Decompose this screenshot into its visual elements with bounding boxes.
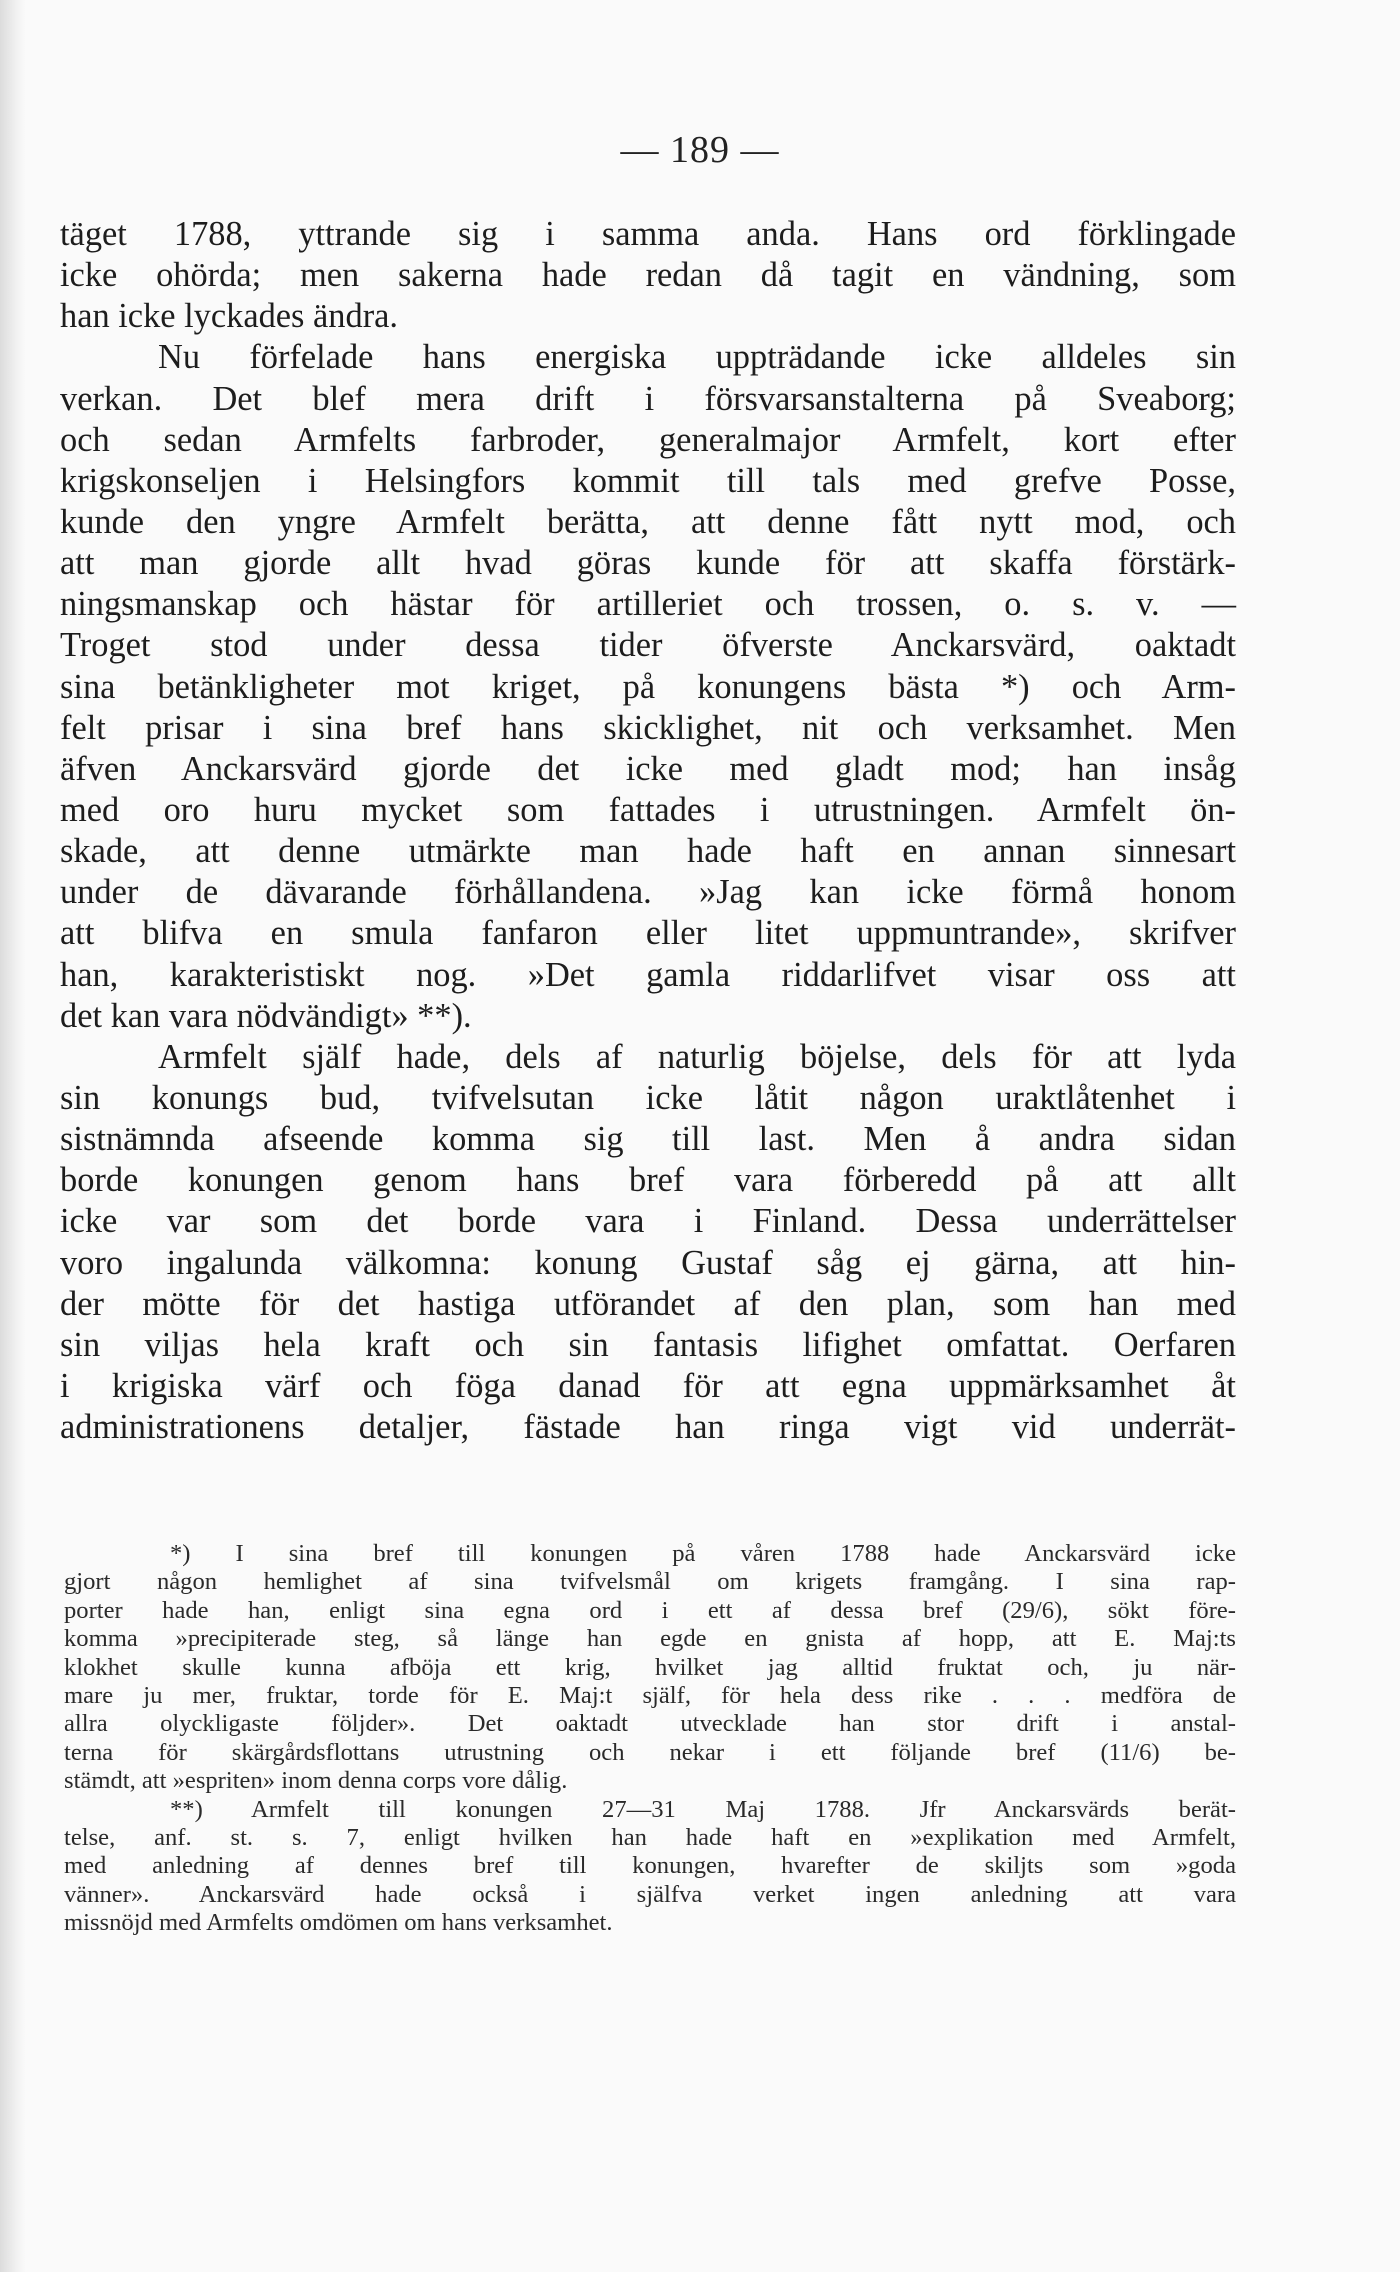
footnote-line: mare ju mer, fruktar, torde för E. Maj:t själf, för hela dess rike . . . medföra de <box>64 1681 1236 1709</box>
page-edge-shadow <box>0 0 26 2272</box>
body-line: skade, att denne utmärkte man hade haft en annan sinnesart <box>60 832 1236 871</box>
footnote-line: porter hade han, enligt sina egna ord i ett af dessa bref (29/6), sökt före- <box>64 1596 1236 1624</box>
body-line: Troget stod under dessa tider öfverste Anckarsvärd, oaktadt <box>60 626 1236 665</box>
body-line: voro ingalunda välkomna: konung Gustaf såg ej gärna, att hin- <box>60 1243 1236 1282</box>
body-line: sin viljas hela kraft och sin fantasis lifighet omfattat. Oerfaren <box>60 1325 1236 1364</box>
body-line: administrationens detaljer, fästade han ringa vigt vid underrät- <box>60 1408 1236 1447</box>
body-line: han icke lyckades ändra. <box>60 297 399 336</box>
body-line: icke ohörda; men sakerna hade redan då tagit en vändning, som <box>60 256 1236 295</box>
body-line: och sedan Armfelts farbroder, generalmajor Armfelt, kort efter <box>60 420 1236 459</box>
body-line: han, karakteristiskt nog. »Det gamla riddarlifvet visar oss att <box>60 955 1236 994</box>
body-line: sistnämnda afseende komma sig till last. Men å andra sidan <box>60 1120 1236 1159</box>
footnote-line: terna för skärgårdsflottans utrustning och nekar i ett följande bref (11/6) be- <box>64 1738 1236 1766</box>
body-line: att blifva en smula fanfaron eller litet uppmuntrande», skrifver <box>60 914 1236 953</box>
footnote-line: klokhet skulle kunna afböja ett krig, hvilket jag alltid fruktat och, ju när- <box>64 1653 1236 1681</box>
body-line: kunde den yngre Armfelt berätta, att denne fått nytt mod, och <box>60 502 1236 541</box>
body-line: det kan vara nödvändigt» **). <box>60 996 472 1035</box>
page-number: — 189 — <box>620 129 780 171</box>
footnote-line: vänner». Anckarsvärd hade också i själfva verket ingen anledning att vara <box>64 1880 1236 1908</box>
footnote-line: komma »precipiterade steg, så länge han egde en gnista af hopp, att E. Maj:ts <box>64 1625 1236 1653</box>
footnote-line: gjort någon hemlighet af sina tvifvelsmål om krigets framgång. I sina rap- <box>64 1568 1236 1596</box>
paragraph-start-line: Nu förfelade hans energiska uppträdande icke alldeles sin <box>158 338 1236 377</box>
body-line: täget 1788, yttrande sig i samma anda. Hans ord förklingade <box>60 215 1236 253</box>
body-line: verkan. Det blef mera drift i försvarsanstalterna på Sveaborg; <box>60 379 1236 418</box>
body-line: med oro huru mycket som fattades i utrustningen. Armfelt ön- <box>60 790 1236 829</box>
body-line: att man gjorde allt hvad göras kunde för att skaffa förstärk- <box>60 544 1236 583</box>
footnote-line: missnöjd med Armfelts omdömen om hans verksamhet. <box>64 1909 613 1937</box>
body-line: sin konungs bud, tvifvelsutan icke låtit någon uraktlåtenhet i <box>60 1078 1236 1117</box>
body-line: i krigiska värf och föga danad för att egna uppmärksamhet åt <box>60 1366 1236 1405</box>
footnotes <box>64 1540 1236 1937</box>
paragraph-start-line: Armfelt själf hade, dels af naturlig böjelse, dels för att lyda <box>158 1037 1236 1076</box>
body-line: der mötte för det hastiga utförandet af den plan, som han med <box>60 1284 1236 1323</box>
body-text <box>60 214 1236 1448</box>
body-line: felt prisar i sina bref hans skicklighet, nit och verksamhet. Men <box>60 708 1236 747</box>
footnote-line: allra olyckligaste följder». Det oaktadt utvecklade han stor drift i anstal- <box>64 1710 1236 1738</box>
footnote-1-start: *) I sina bref till konungen på våren 1788 hade Anckarsvärd icke <box>170 1540 1236 1567</box>
footnote-2-start: **) Armfelt till konungen 27—31 Maj 1788. Jfr Anckarsvärds berät- <box>170 1795 1236 1823</box>
body-line: krigskonseljen i Helsingfors kommit till tals med grefve Posse, <box>60 461 1236 500</box>
body-line: borde konungen genom hans bref vara förberedd på att allt <box>60 1161 1236 1200</box>
body-line: under de dävarande förhållandena. »Jag kan icke förmå honom <box>60 873 1236 912</box>
body-line: icke var som det borde vara i Finland. Dessa underrättelser <box>60 1202 1236 1241</box>
footnote-line: stämdt, att »espriten» inom denna corps vore dålig. <box>64 1767 568 1795</box>
body-line: ningsmanskap och hästar för artilleriet och trossen, o. s. v. — <box>60 585 1236 624</box>
body-line: sina betänkligheter mot kriget, på konungens bästa *) och Arm- <box>60 667 1236 706</box>
footnote-line: telse, anf. st. s. 7, enligt hvilken han hade haft en »explikation med Armfelt, <box>64 1823 1236 1851</box>
footnote-line: med anledning af dennes bref till konungen, hvarefter de skiljts som »goda <box>64 1852 1236 1880</box>
body-line: äfven Anckarsvärd gjorde det icke med gladt mod; han insåg <box>60 749 1236 788</box>
